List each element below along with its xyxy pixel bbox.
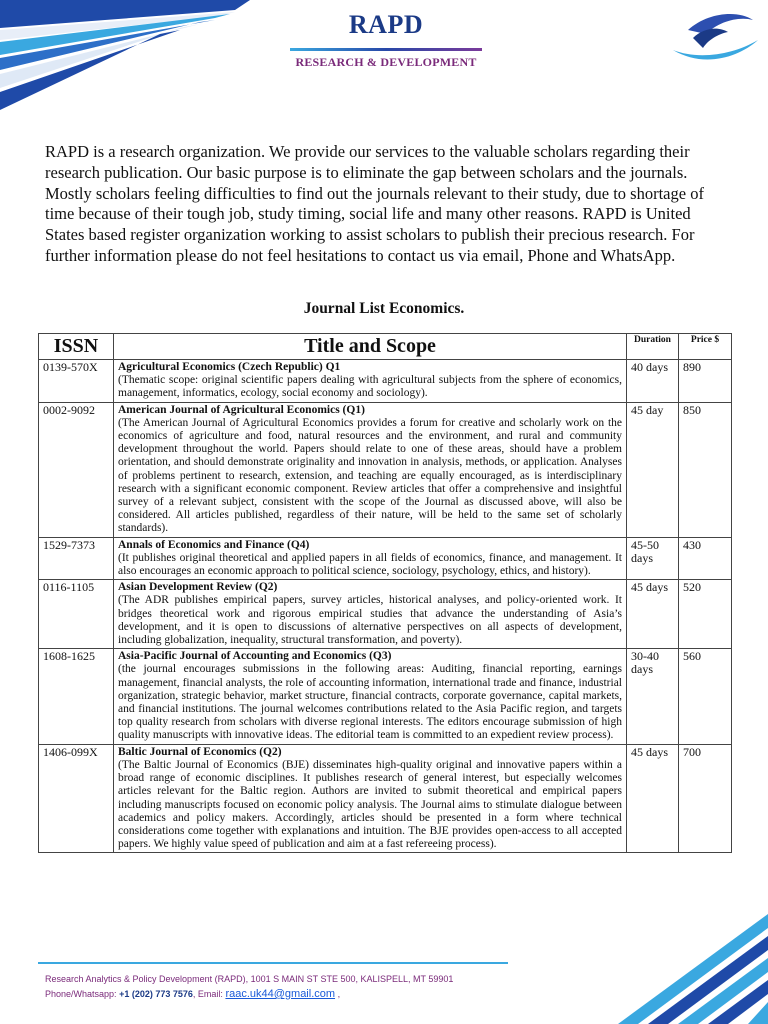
title-scope-cell	[114, 580, 627, 649]
issn-cell: 0002-9092	[39, 402, 114, 537]
header-swoosh-decoration	[0, 0, 250, 115]
footer-trailing: ,	[337, 989, 341, 999]
footer-swoosh-decoration	[598, 914, 768, 1024]
price-cell: 430	[679, 537, 732, 580]
journal-scope: (The American Journal of Agricultural Economics provides a forum for creative and scholarly work on the economics of agriculture and food, natural resources and the environment, and rural and community development throughout the world. Papers should relate to one of these areas, should have a problem orientation, and should demonstrate originality and innovation in analysis, methods, or application. Analyses of problems pertinent to research, extension, and teaching are equally encouraged, as is interdisciplinary research with a significant economic component. Review articles that offer a comprehensive and insightful survey of a relevant subject, consistent with the scope of the Journal as discussed above, will also be considered. All articles published, regardless of their nature, will be held to the same set of scholarly standards).	[118, 416, 622, 535]
table-row	[39, 649, 732, 744]
journal-scope: (Thematic scope: original scientific papers dealing with agricultural subjects from the sphere of economics, management, informatics, ecology, social economy and sociology).	[118, 374, 622, 400]
journal-name: Baltic Journal of Economics (Q2)	[118, 745, 282, 758]
footer-contact	[45, 987, 453, 1002]
email-label: Email:	[197, 989, 223, 999]
header-price: Price $	[679, 334, 732, 360]
email-link[interactable]: raac.uk44@gmail.com	[225, 988, 336, 1000]
footer-divider	[38, 962, 508, 964]
header-title-scope: Title and Scope	[114, 334, 627, 360]
price-cell: 560	[679, 649, 732, 744]
journal-scope: (It publishes original theoretical and applied papers in all fields of economics, finance, and management. It also encourages an economic approach to political science, sociology, psychology, ethics, and history).	[118, 551, 622, 578]
journal-name: Annals of Economics and Finance (Q4)	[118, 538, 310, 551]
journal-list-title: Journal List Economics.	[303, 300, 465, 317]
phone-number: +1 (202) 773 7576	[119, 989, 193, 999]
title-scope-cell	[114, 537, 627, 580]
journal-name: Agricultural Economics (Czech Republic) Q1	[118, 361, 341, 373]
journal-name: Asian Development Review (Q2)	[118, 581, 278, 594]
journal-scope: (the journal encourages submissions in the following areas: Auditing, financial reporting, earnings management, financial analysts, the role of accounting information, international trade and finance, industrial organization, strategic behavior, market structure, financial contracts, corporate governance, capital markets, and financial institutions. The journal welcomes contributions related to the Asia Pacific region, and targets top quality research from scholars with diverse regional interests. The editors encourage submission of high quality manuscripts with innovative ideas. The editorial team is committed to an expedient review process).	[118, 663, 622, 742]
duration-cell: 30-40 days	[627, 649, 679, 744]
table-header-row	[39, 334, 732, 360]
table-row	[39, 402, 732, 537]
header-duration: Duration	[627, 334, 679, 360]
title-scope-cell	[114, 402, 627, 537]
title-scope-cell	[114, 360, 627, 403]
footer-address: Research Analytics & Policy Development (RAPD), 1001 S MAIN ST STE 500, KALISPELL, MT 59901	[45, 974, 454, 984]
price-cell: 700	[679, 744, 732, 853]
journal-scope: (The Baltic Journal of Economics (BJE) disseminates high-quality original and innovative papers within a broad range of economic disciplines. It publishes research of general interest, but especially welcomes articles relevant for the Baltic region. Authors are invited to submit theoretical and empirical papers including manuscripts focused on economic policy analysis. The Journal aims to stimulate dialogue between academics and policy makers. Accordingly, articles should be presented in a form where technical considerations come together with explanations and intuition. The BJE provides open-access to all accepted papers. We highly value speed of publication and aim at a fast refereeing process).	[118, 758, 622, 851]
duration-cell: 40 days	[627, 360, 679, 403]
duration-cell: 45-50 days	[627, 537, 679, 580]
price-cell: 850	[679, 402, 732, 537]
rapd-logo-icon	[658, 0, 768, 80]
issn-cell: 0116-1105	[39, 580, 114, 649]
table-row	[39, 360, 732, 403]
header-issn: ISSN	[39, 334, 114, 360]
duration-cell: 45 days	[627, 580, 679, 649]
issn-cell: 0139-570X	[39, 360, 114, 403]
table-row	[39, 580, 732, 649]
journal-table	[38, 333, 732, 853]
brand-header	[290, 10, 482, 70]
intro-paragraph: RAPD is a research organization. We provide our services to the valuable scholars regarding their research publication. Our basic purpose is to eliminate the gap between scholars and the journals. Mostly scholars feeling difficulties to find out the journals relevant to their study, due to shortage of time because of their tough job, study timing, social life and many other reasons. RAPD is United States based register organization working to assist scholars to publish their precious research. For further information please do not feel hesitations to contact us via email, Phone and WhatsApp.	[45, 142, 704, 265]
price-cell: 520	[679, 580, 732, 649]
footer	[45, 972, 453, 1002]
issn-cell: 1608-1625	[39, 649, 114, 744]
journal-name: American Journal of Agricultural Economics (Q1)	[118, 403, 365, 416]
title-scope-cell	[114, 744, 627, 853]
brand-divider	[290, 48, 482, 51]
brand-title: RAPD	[348, 10, 424, 39]
duration-cell: 45 days	[627, 744, 679, 853]
table-row	[39, 744, 732, 853]
brand-subtitle: RESEARCH & DEVELOPMENT	[295, 55, 477, 69]
journal-name: Asia-Pacific Journal of Accounting and Economics (Q3)	[118, 650, 392, 663]
email-label-prefix: ,	[192, 989, 198, 999]
issn-cell: 1529-7373	[39, 537, 114, 580]
table-row	[39, 537, 732, 580]
price-cell: 890	[679, 360, 732, 403]
duration-cell: 45 day	[627, 402, 679, 537]
issn-cell: 1406-099X	[39, 744, 114, 853]
title-scope-cell	[114, 649, 627, 744]
journal-scope: (The ADR publishes empirical papers, survey articles, historical analyses, and policy-oriented work. It bridges theoretical work and rigorous empirical studies that advance the understanding of Asia’s development, and it is open to discussions of alternative perspectives on all aspects of development, including globalization, inequality, structural transformation, and poverty).	[118, 594, 622, 647]
phone-label: Phone/Whatsapp:	[45, 989, 117, 999]
